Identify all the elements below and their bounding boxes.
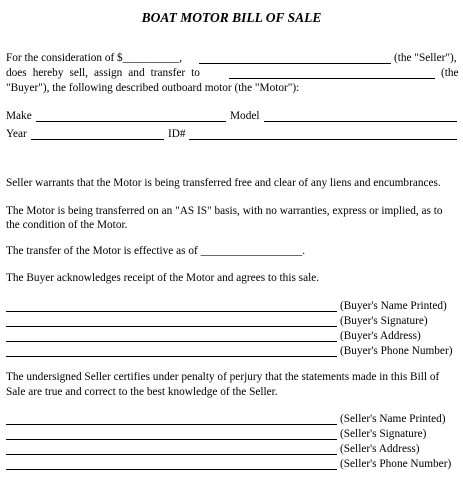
seller-name-printed-line[interactable] — [6, 424, 337, 425]
buyer-phone-line[interactable] — [6, 356, 337, 357]
id-field[interactable] — [189, 139, 457, 140]
warranty-paragraph: Seller warrants that the Motor is being transferred free and clear of any liens and encumbrances. — [6, 177, 441, 189]
year-field[interactable] — [31, 139, 164, 140]
intro-transfer-text: does hereby sell, assign and transfer to — [6, 67, 200, 79]
as-is-paragraph: The Motor is being transferred on an "AS IS" basis, with no warranties, express or implied, as to the condition of the Motor. — [6, 205, 443, 231]
buyer-phone-label: (Buyer's Phone Number) — [340, 345, 453, 357]
consideration-amount-blank[interactable]: __________ — [122, 52, 180, 64]
buyer-signature-label: (Buyer's Signature) — [340, 315, 428, 327]
buyer-name-printed-label: (Buyer's Name Printed) — [340, 300, 447, 312]
buyer-name-printed-line[interactable] — [6, 311, 337, 312]
seller-address-line[interactable] — [6, 454, 337, 455]
intro-consideration-text: For the consideration of $__________, — [6, 52, 183, 64]
buyer-designation-open-text: (the — [441, 67, 459, 79]
seller-address-label: (Seller's Address) — [340, 443, 420, 455]
seller-phone-line[interactable] — [6, 469, 337, 470]
year-label: Year — [6, 128, 27, 140]
buyer-address-line[interactable] — [6, 341, 337, 342]
seller-designation-text: (the "Seller"), — [394, 52, 457, 64]
seller-phone-label: (Seller's Phone Number) — [340, 458, 452, 470]
document-title: BOAT MOTOR BILL OF SALE — [141, 10, 322, 25]
seller-name-printed-label: (Seller's Name Printed) — [340, 413, 446, 425]
buyer-address-label: (Buyer's Address) — [340, 330, 421, 342]
make-field[interactable] — [36, 121, 226, 122]
model-label: Model — [230, 110, 260, 122]
model-field[interactable] — [264, 121, 457, 122]
effective-date-blank[interactable]: __________________ — [200, 245, 303, 257]
effective-date-paragraph: The transfer of the Motor is effective as of __________________. — [6, 245, 306, 257]
seller-signature-label: (Seller's Signature) — [340, 428, 427, 440]
id-label: ID# — [168, 128, 186, 140]
intro-motor-description-text: "Buyer"), the following described outboard motor (the "Motor"): — [6, 82, 300, 94]
make-label: Make — [6, 110, 32, 122]
buyer-acknowledgement-paragraph: The Buyer acknowledges receipt of the Motor and agrees to this sale. — [6, 272, 320, 284]
buyer-name-blank[interactable] — [229, 78, 435, 79]
buyer-signature-line[interactable] — [6, 326, 337, 327]
seller-certification-paragraph: The undersigned Seller certifies under penalty of perjury that the statements made in this Bill of Sale are true and correct to the best knowledge of the Seller. — [6, 371, 440, 398]
seller-signature-line[interactable] — [6, 439, 337, 440]
seller-name-blank[interactable] — [199, 63, 391, 64]
